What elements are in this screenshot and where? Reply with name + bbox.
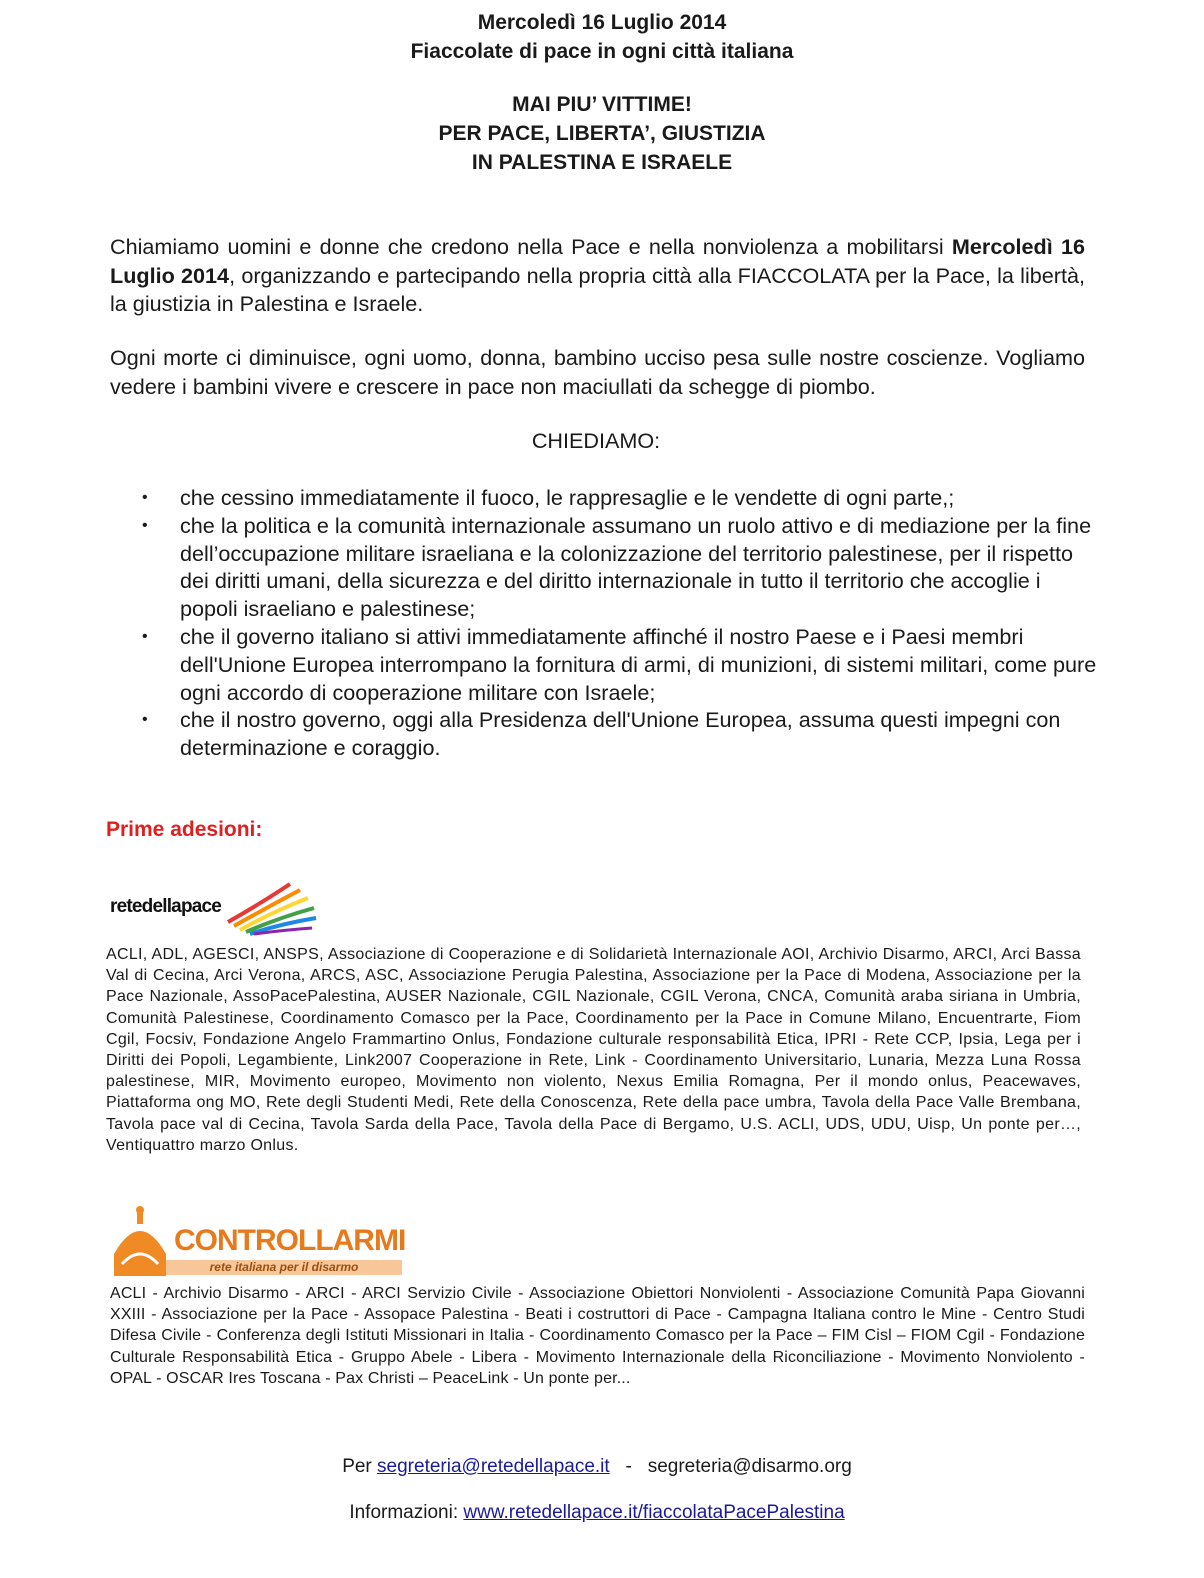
bullet-icon: • bbox=[142, 489, 148, 506]
demand-text: che la politica e la comunità internazionale assumano un ruolo attivo e di mediazione per la fine dell’occupazione militare israeliana e la colonizzazione del territorio palestinese, per il rispetto dei diritti umani, della sicurezza e del diritto internazionale in tutto il territorio che accoglie i popoli israeliano e palestinese; bbox=[180, 512, 1092, 622]
rete-logo-wordmark: retedellapace bbox=[110, 896, 222, 917]
bullet-icon: • bbox=[142, 711, 148, 729]
rainbow-wing-icon bbox=[220, 878, 320, 936]
slogan-line-2: PER PACE, LIBERTA’, GIUSTIZIA bbox=[438, 122, 766, 145]
bullet-icon: • bbox=[142, 627, 148, 645]
controllarmi-tagline: rete italiana per il disarmo bbox=[166, 1260, 402, 1275]
list-item bbox=[140, 623, 1100, 706]
slogan-block bbox=[0, 90, 1204, 177]
demand-text: che il governo italiano si attivi immediatamente affinché il nostro Paese e i Paesi membri dell'Unione Europea interrompano la fornitura di armi, di munizioni, di sistemi militari, come pure ogni accordo di cooperazione militare con Israele; bbox=[180, 623, 1097, 705]
slogan-line-1: MAI PIU’ VITTIME! bbox=[512, 93, 692, 116]
intro-paragraph-1 bbox=[110, 233, 1085, 319]
demand-text: che cessino immediatamente il fuoco, le rappresaglie e le vendette di ogni parte,; bbox=[180, 485, 955, 510]
contact-line bbox=[0, 1456, 1194, 1478]
demand-text: che il nostro governo, oggi alla Presidenza dell'Unione Europea, assuma questi impegni con determinazione e coraggio. bbox=[180, 707, 1061, 761]
controllarmi-logo bbox=[108, 1204, 408, 1284]
info-label: Informazioni: bbox=[349, 1502, 459, 1523]
bullet-icon: • bbox=[142, 516, 148, 534]
list-item bbox=[140, 512, 1100, 623]
date-line: Mercoledì 16 Luglio 2014 bbox=[477, 11, 727, 34]
intro-date-bold: Mercoledì 16 Luglio 2014 bbox=[110, 234, 1085, 288]
dome-icon bbox=[108, 1204, 172, 1282]
subtitle: Fiaccolate di pace in ogni città italiana bbox=[410, 40, 794, 63]
intro-text-start: Chiamiamo uomini e donne che credono nella Pace e nella nonviolenza a mobilitarsi bbox=[110, 234, 952, 259]
slogan-line-3: IN PALESTINA E ISRAELE bbox=[471, 151, 733, 174]
controllarmi-adhesions-list: ACLI - Archivio Disarmo - ARCI - ARCI Servizio Civile - Associazione Obiettori Nonviolenti - Associazione Comunità Papa Giovanni XXIII - Associazione per la Pace - Assopace Palestina - Beati i costruttori di Pace - Campagna Italiana contro le Mine - Centro Studi Difesa Civile - Conferenza degli Istituti Missionari in Italia - Coordinamento Comasco per la Pace – FIM Cisl – FIOM Cgil - Fondazione Culturale Responsabilità Etica - Gruppo Abele - Libera - Movimento Internazionale della Riconciliazione - Movimento Nonviolento - OPAL - OSCAR Ires Toscana - Pax Christi – PeaceLink - Un ponte per... bbox=[110, 1285, 1085, 1387]
separator: - bbox=[625, 1456, 632, 1477]
email-rete-link[interactable]: segreteria@retedellapace.it bbox=[377, 1456, 610, 1477]
per-label: Per bbox=[342, 1456, 372, 1477]
email-disarmo: segreteria@disarmo.org bbox=[647, 1456, 852, 1477]
rete-della-pace-logo bbox=[108, 878, 318, 936]
info-line bbox=[0, 1502, 1194, 1524]
header-block bbox=[0, 8, 1204, 66]
intro-paragraph-2: Ogni morte ci diminuisce, ogni uomo, donna, bambino ucciso pesa sulle nostre coscienze. Vogliamo vedere i bambini vivere e crescere in pace non maciullati da schegge di piombo. bbox=[110, 345, 1085, 399]
adhesions-heading: Prime adesioni: bbox=[106, 818, 263, 841]
demands-list bbox=[140, 484, 1100, 762]
controllarmi-wordmark: CONTROLLARMI bbox=[174, 1224, 406, 1257]
list-item bbox=[140, 706, 1100, 762]
info-website-link[interactable]: www.retedellapace.it/fiaccolataPacePalestina bbox=[463, 1502, 845, 1523]
intro-text-end: , organizzando e partecipando nella propria città alla FIACCOLATA per la Pace, la libertà, la giustizia in Palestina e Israele. bbox=[110, 262, 1085, 316]
rete-adhesions-list: ACLI, ADL, AGESCI, ANSPS, Associazione di Cooperazione e di Solidarietà Internazionale AOI, Archivio Disarmo, ARCI, Arci Bassa Val di Cecina, Arci Verona, ARCS, ASC, Associazione Perugia Palestina, Associazione per la Pace di Modena, Associazione per la Pace Nazionale, AssoPacePalestina, AUSER Nazionale, CGIL Nazionale, CGIL Verona, CNCA, Comunità araba siriana in Umbria, Comunità Palestinese, Coordinamento Comasco per la Pace, Coordinamento per la Pace in Comune Milano, Encuentrarte, Fiom Cgil, Focsiv, Fondazione Angelo Frammartino Onlus, Fondazione culturale responsabilità Etica, IPRI - Rete CCP, Ipsia, Lega per i Diritti dei Popoli, Legambiente, Link2007 Cooperazione in Rete, Link - Coordinamento Universitario, Lunaria, Mezza Luna Rossa palestinese, MIR, Movimento europeo, Movimento non violento, Nexus Emilia Romagna, Per il mondo onlus, Peacewaves, Piattaforma ong MO, Rete degli Studenti Medi, Rete della Conoscenza, Rete della pace umbra, Tavola della Pace Valle Brembana, Tavola pace val di Cecina, Tavola Sarda della Pace, Tavola della Pace di Bergamo, U.S. ACLI, UDS, UDU, Uisp, Un ponte per…, Ventiquattro marzo Onlus. bbox=[106, 946, 1081, 1154]
list-item bbox=[140, 484, 1100, 512]
demands-heading: CHIEDIAMO: bbox=[531, 428, 661, 453]
